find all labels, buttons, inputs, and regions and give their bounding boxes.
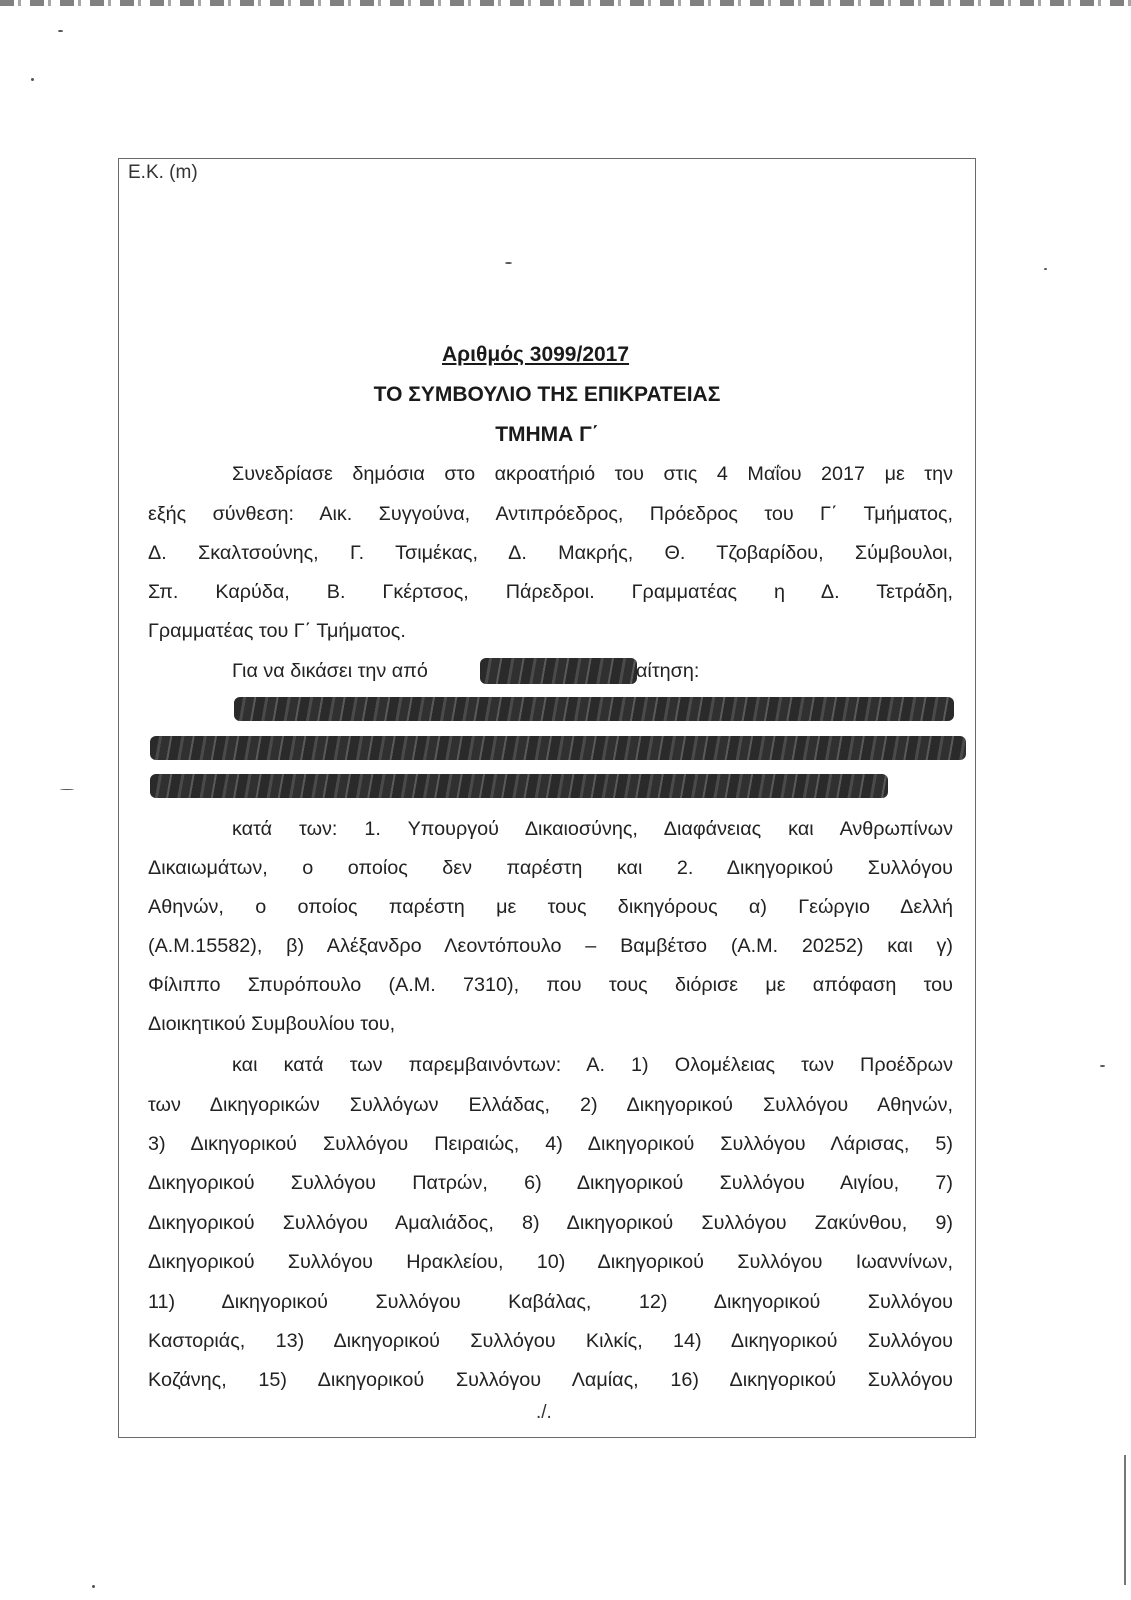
against-line: Φίλιππο Σπυρόπουλο (Α.Μ. 7310), που τους διόρισε με απόφαση του xyxy=(148,974,953,996)
against-line: (Α.Μ.15582), β) Αλέξανδρο Λεοντόπουλο – Βαμβέτσο (Α.Μ. 20252) και γ) xyxy=(148,935,953,957)
against-line: Αθηνών, ο οποίος παρέστη με τους δικηγόρους α) Γεώργιο Δελλή xyxy=(148,896,953,918)
court-title: ΤΟ ΣΥΜΒΟΥΛΙΟ ΤΗΣ ΕΠΙΚΡΑΤΕΙΑΣ xyxy=(373,383,721,406)
scan-edge-mark xyxy=(1124,1455,1126,1585)
intervening-line: Δικηγορικού Συλλόγου Πατρών, 6) Δικηγορικού Συλλόγου Αιγίου, 7) xyxy=(148,1172,953,1194)
scan-speck xyxy=(60,789,74,790)
application-prefix: Για να δικάσει την από xyxy=(232,660,428,682)
composition-line: εξής σύνθεση: Αικ. Συγγούνα, Αντιπρόεδρος, Πρόεδρος του Γ΄ Τμήματος, xyxy=(148,503,953,525)
scan-speck xyxy=(58,30,63,32)
intervening-line: 3) Δικηγορικού Συλλόγου Πειραιώς, 4) Δικηγορικού Συλλόγου Λάρισας, 5) xyxy=(148,1133,953,1155)
scan-speck xyxy=(1044,268,1047,270)
redaction-bar xyxy=(150,736,966,760)
intervening-line: των Δικηγορικών Συλλόγων Ελλάδας, 2) Δικηγορικού Συλλόγου Αθηνών, xyxy=(148,1094,953,1116)
against-line: Διοικητικού Συμβουλίου του, xyxy=(148,1013,396,1035)
intervening-line: και κατά των παρεμβαινόντων: Α. 1) Ολομέλειας των Προέδρων xyxy=(232,1054,953,1076)
redaction-bar xyxy=(234,697,954,721)
intervening-line: Δικηγορικού Συλλόγου Αμαλιάδος, 8) Δικηγορικού Συλλόγου Ζακύνθου, 9) xyxy=(148,1212,953,1234)
intervening-line: 11) Δικηγορικού Συλλόγου Καβάλας, 12) Δικηγορικού Συλλόγου xyxy=(148,1291,953,1313)
intervening-line: Καστοριάς, 13) Δικηγορικού Συλλόγου Κιλκίς, 14) Δικηγορικού Συλλόγου xyxy=(148,1330,953,1352)
document-code: Ε.Κ. (m) xyxy=(128,162,198,183)
redaction-bar xyxy=(480,658,637,684)
section-title: ΤΜΗΜΑ Γ΄ xyxy=(495,423,599,446)
intervening-line: Δικηγορικού Συλλόγου Ηρακλείου, 10) Δικηγορικού Συλλόγου Ιωαννίνων, xyxy=(148,1251,953,1273)
composition-line: Γραμματέας του Γ΄ Τμήματος. xyxy=(148,620,406,642)
scan-top-edge xyxy=(0,0,1131,6)
application-suffix: αίτηση: xyxy=(636,660,700,682)
scan-speck xyxy=(1100,1065,1105,1067)
composition-line: Δ. Σκαλτσούνης, Γ. Τσιμέκας, Δ. Μακρής, Θ. Τζοβαρίδου, Σύμβουλοι, xyxy=(148,542,953,564)
composition-line: Σπ. Καρύδα, Β. Γκέρτσος, Πάρεδροι. Γραμματέας η Δ. Τετράδη, xyxy=(148,581,953,603)
composition-line: Συνεδρίασε δημόσια στο ακροατήριό του στις 4 Μαΐου 2017 με την xyxy=(232,463,953,485)
page-continuation-mark: ./. xyxy=(536,1402,552,1423)
against-line: Δικαιωμάτων, ο οποίος δεν παρέστη και 2. Δικηγορικού Συλλόγου xyxy=(148,857,953,879)
intervening-line: Κοζάνης, 15) Δικηγορικού Συλλόγου Λαμίας, 16) Δικηγορικού Συλλόγου xyxy=(148,1369,953,1391)
against-line: κατά των: 1. Υπουργού Δικαιοσύνης, Διαφάνειας και Ανθρωπίνων xyxy=(232,818,953,840)
redaction-bar xyxy=(150,774,888,798)
scan-speck xyxy=(92,1585,95,1588)
scan-speck xyxy=(31,78,34,81)
